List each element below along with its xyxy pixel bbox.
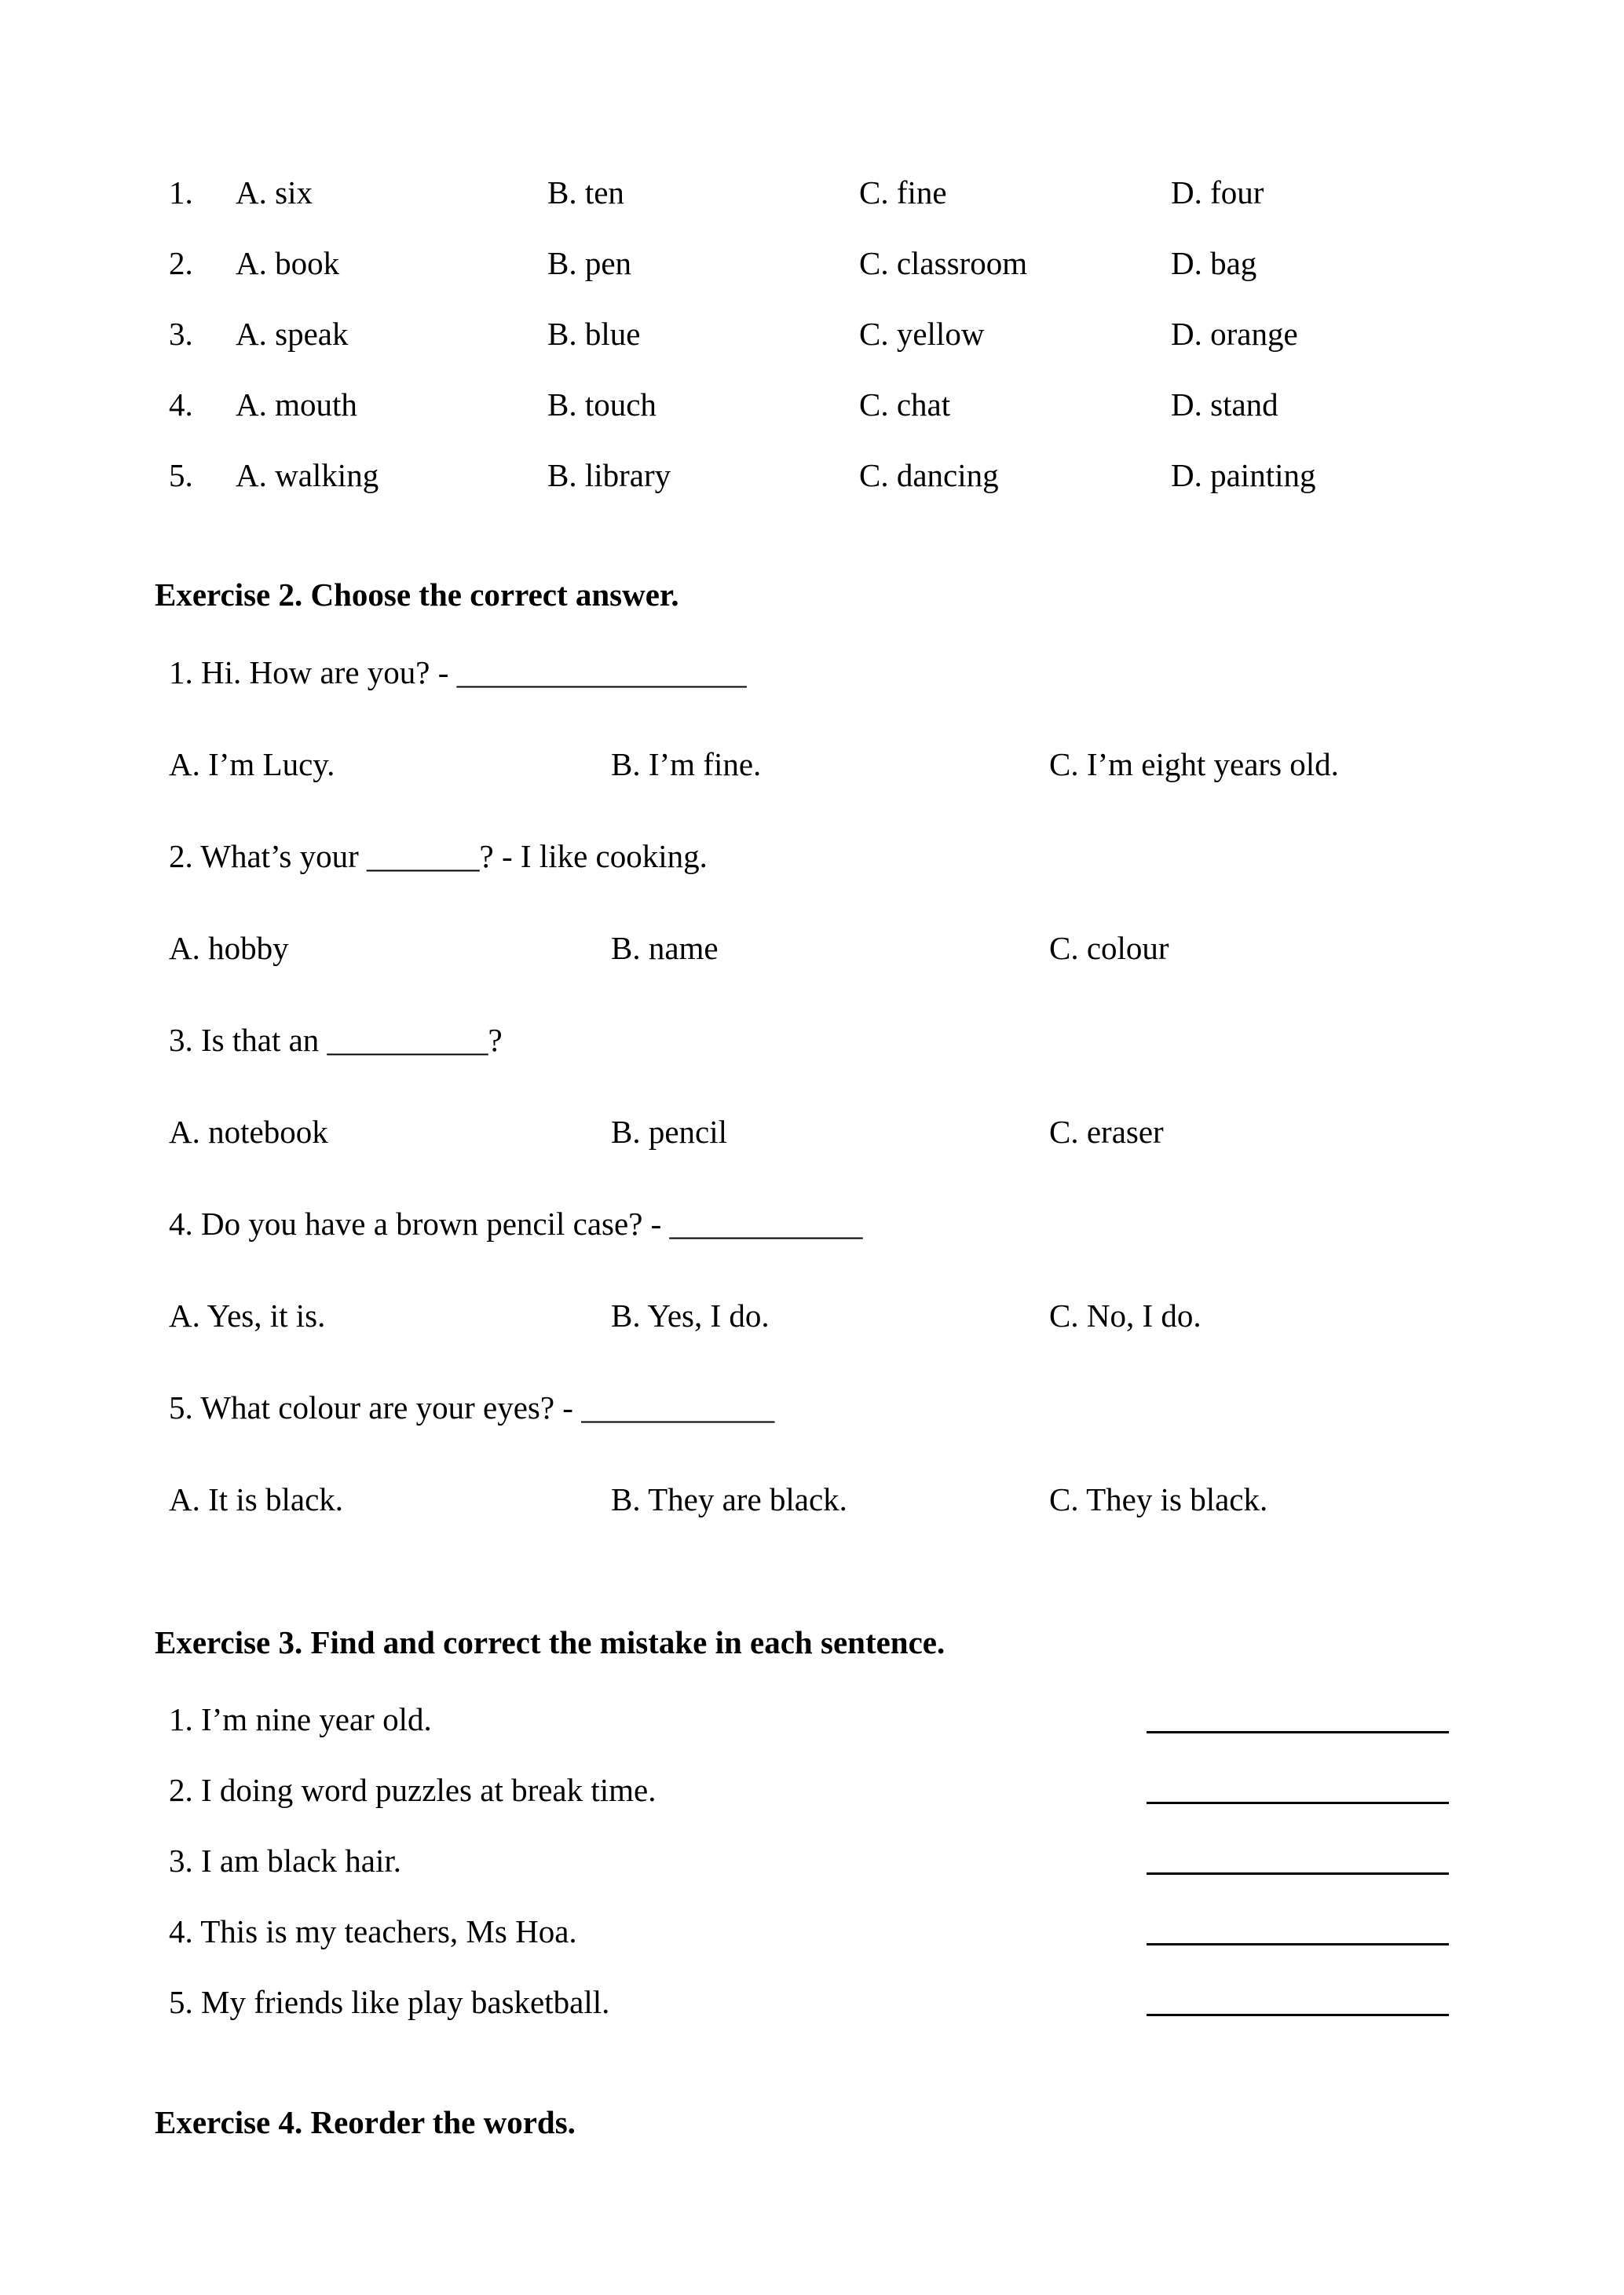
answer-blank[interactable] — [1147, 1802, 1449, 1804]
answer-blank[interactable] — [1147, 2014, 1449, 2016]
option-b: B. They are black. — [611, 1481, 847, 1517]
option-a: A. book — [236, 245, 340, 281]
option-c: C. chat — [859, 386, 951, 423]
option-d: D. orange — [1171, 316, 1298, 352]
sentence: 3. I am black hair. — [169, 1843, 402, 1879]
option-a: A. walking — [236, 457, 379, 493]
option-b: B. library — [547, 457, 671, 493]
option-b: B. pencil — [611, 1114, 728, 1150]
option-a: A. six — [236, 174, 313, 210]
option-b: B. pen — [547, 245, 632, 281]
question-text: 5. What colour are your eyes? - ____________ — [169, 1389, 775, 1426]
option-a: A. speak — [236, 316, 349, 352]
item-number: 4. — [169, 386, 193, 423]
option-d: D. painting — [1171, 457, 1316, 493]
question-text: 2. What’s your _______? - I like cooking. — [169, 838, 708, 874]
exercise-title: Exercise 3. Find and correct the mistake in each sentence. — [155, 1624, 946, 1660]
option-c: C. I’m eight years old. — [1049, 746, 1339, 782]
exercise-title: Exercise 2. Choose the correct answer. — [155, 576, 679, 613]
option-a: A. I’m Lucy. — [169, 746, 335, 782]
option-b: B. blue — [547, 316, 641, 352]
answer-blank[interactable] — [1147, 1872, 1449, 1875]
option-b: B. I’m fine. — [611, 746, 762, 782]
option-c: C. eraser — [1049, 1114, 1164, 1150]
option-b: B. Yes, I do. — [611, 1298, 770, 1334]
option-c: C. fine — [859, 174, 947, 210]
option-d: D. bag — [1171, 245, 1257, 281]
item-number: 1. — [169, 174, 193, 210]
option-a: A. hobby — [169, 930, 289, 966]
option-d: D. stand — [1171, 386, 1278, 423]
sentence: 1. I’m nine year old. — [169, 1701, 432, 1737]
answer-blank[interactable] — [1147, 1731, 1449, 1733]
item-number: 3. — [169, 316, 193, 352]
option-a: A. Yes, it is. — [169, 1298, 326, 1334]
sentence: 5. My friends like play basketball. — [169, 1984, 610, 2020]
question-text: 3. Is that an __________? — [169, 1022, 503, 1058]
option-a: A. notebook — [169, 1114, 328, 1150]
question-text: 4. Do you have a brown pencil case? - ____________ — [169, 1206, 863, 1242]
sentence: 2. I doing word puzzles at break time. — [169, 1772, 657, 1808]
exercise-title: Exercise 4. Reorder the words. — [155, 2104, 576, 2140]
sentence: 4. This is my teachers, Ms Hoa. — [169, 1913, 577, 1949]
option-c: C. They is black. — [1049, 1481, 1268, 1517]
item-number: 5. — [169, 457, 193, 493]
option-c: C. dancing — [859, 457, 999, 493]
option-a: A. It is black. — [169, 1481, 344, 1517]
option-c: C. yellow — [859, 316, 985, 352]
option-a: A. mouth — [236, 386, 357, 423]
answer-blank[interactable] — [1147, 1943, 1449, 1945]
option-b: B. touch — [547, 386, 657, 423]
item-number: 2. — [169, 245, 193, 281]
question-text: 1. Hi. How are you? - __________________ — [169, 654, 747, 690]
option-b: B. name — [611, 930, 719, 966]
option-b: B. ten — [547, 174, 624, 210]
option-c: C. classroom — [859, 245, 1028, 281]
option-c: C. No, I do. — [1049, 1298, 1202, 1334]
option-c: C. colour — [1049, 930, 1169, 966]
option-d: D. four — [1171, 174, 1264, 210]
